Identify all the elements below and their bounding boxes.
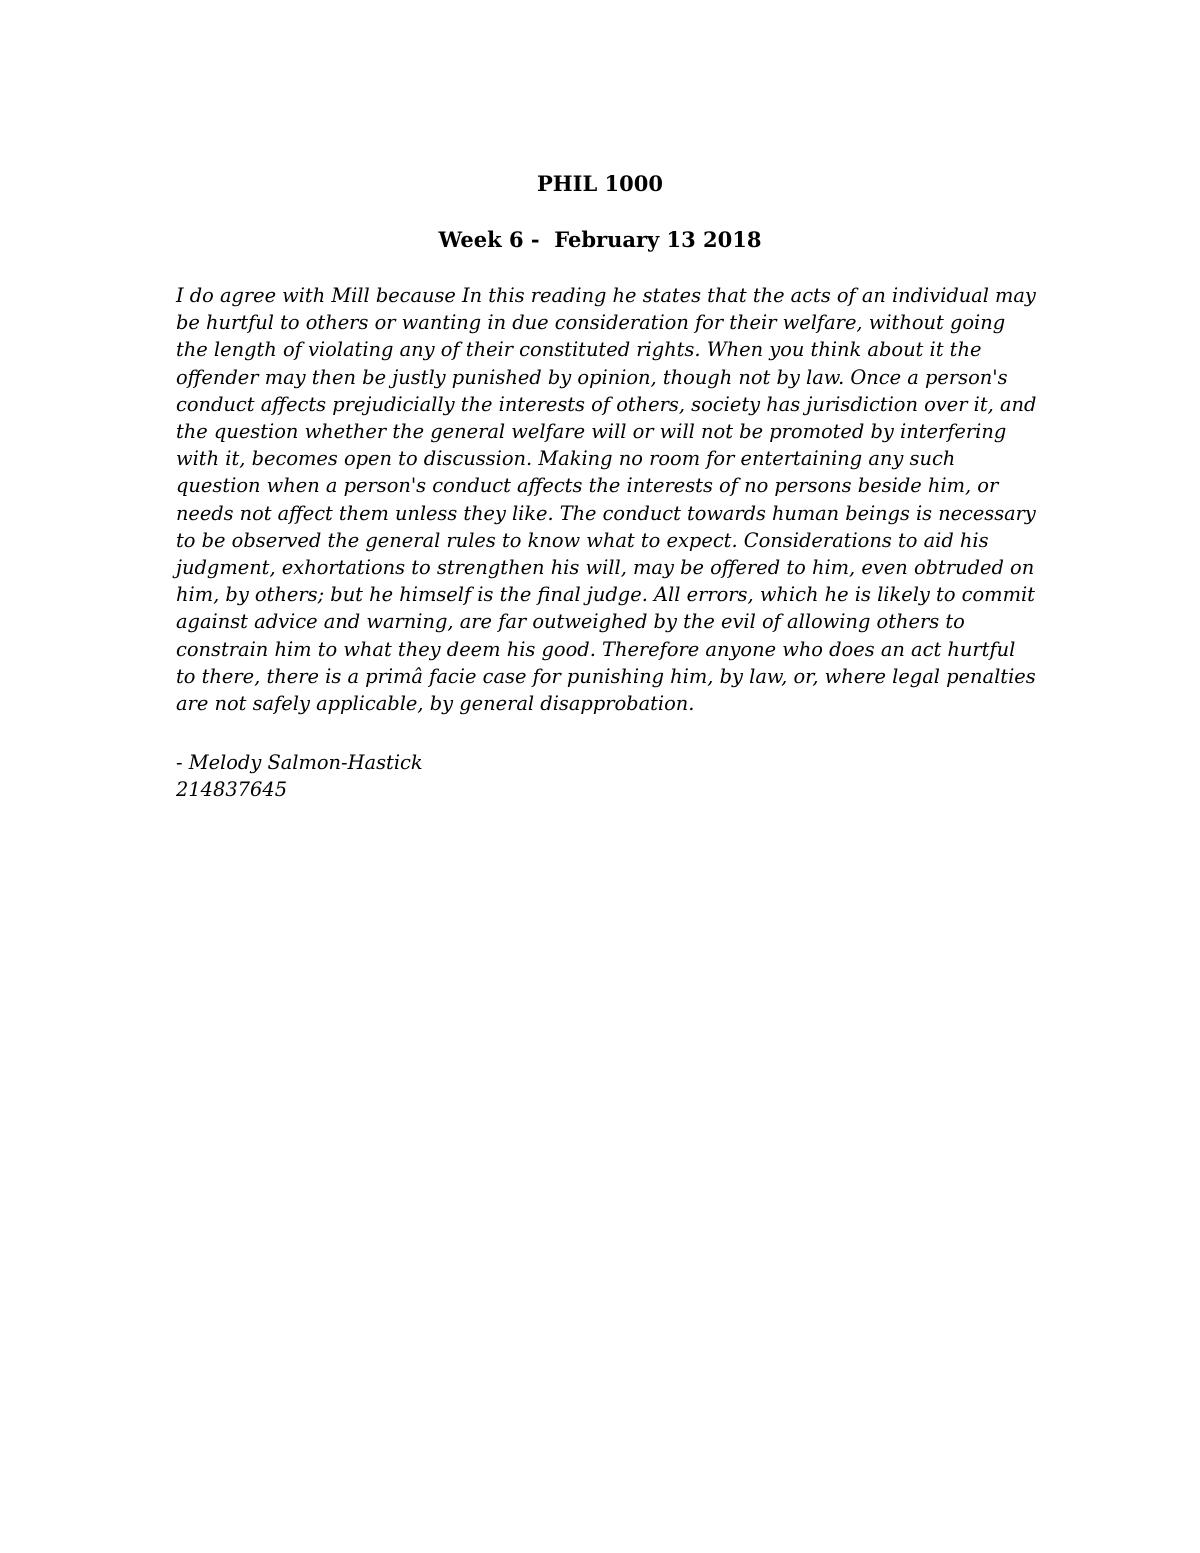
essay-line: are not safely applicable, by general disapprobation.	[176, 692, 695, 716]
essay-line: offender may then be justly punished by opinion, though not by law. Once a person's	[176, 365, 1008, 389]
essay-line: constrain him to what they deem his good. Therefore anyone who does an act hurtful	[176, 637, 1016, 661]
student-id: 214837645	[176, 778, 288, 802]
week-heading: Week 6 - February 13 2018	[438, 227, 762, 252]
essay-line: conduct affects prejudicially the interests of others, society has jurisdiction over it, and	[176, 392, 1037, 416]
essay-line: against advice and warning, are far outweighed by the evil of allowing others to	[176, 610, 965, 634]
essay-line: to be observed the general rules to know what to expect. Considerations to aid his	[176, 528, 989, 552]
essay-line: the question whether the general welfare will or will not be promoted by interfering	[176, 420, 1007, 444]
essay-line: him, by others; but he himself is the final judge. All errors, which he is likely to commit	[176, 583, 1035, 607]
essay-line: I do agree with Mill because In this reading he states that the acts of an individual may	[176, 284, 1036, 307]
course-title: PHIL 1000	[537, 171, 663, 196]
essay-line: question when a person's conduct affects the interests of no persons beside him, or	[176, 474, 999, 498]
essay-line: judgment, exhortations to strengthen his will, may be offered to him, even obtruded on	[176, 556, 1035, 580]
author-name: - Melody Salmon-Hastick	[176, 751, 423, 774]
essay-line: be hurtful to others or wanting in due consideration for their welfare, without going	[176, 311, 1006, 335]
signature-block	[176, 749, 676, 803]
essay-body	[176, 282, 1036, 717]
essay-line: the length of violating any of their constituted rights. When you think about it the	[176, 338, 982, 362]
essay-line: to there, there is a primâ facie case for punishing him, by law, or, where legal penalties	[176, 664, 1036, 688]
essay-line: with it, becomes open to discussion. Making no room for entertaining any such	[176, 447, 956, 471]
essay-line: needs not affect them unless they like. The conduct towards human beings is necessary	[176, 501, 1036, 525]
